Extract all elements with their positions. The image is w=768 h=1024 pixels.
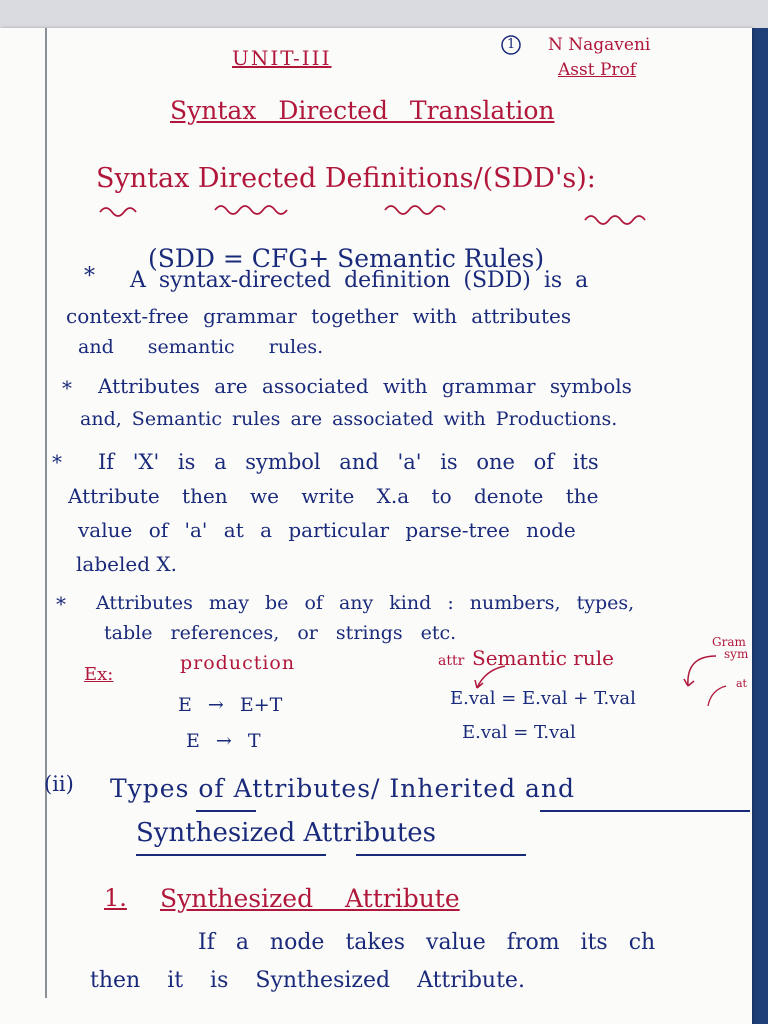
section-underline	[136, 854, 326, 856]
section-underline	[196, 810, 256, 812]
bullet-4-line-1: Attributes may be of any kind : numbers, types,	[96, 592, 635, 614]
wavy-underline-decoration	[95, 200, 695, 230]
page-number: 1	[507, 37, 516, 52]
side-note-gram: Gram	[712, 635, 746, 649]
subsection-text-line-2: then it is Synthesized Attribute.	[90, 968, 525, 993]
production-row-1: E → E+T	[178, 694, 283, 716]
section-underline	[540, 810, 750, 812]
unit-heading: UNIT-III	[232, 46, 332, 70]
production-header: production	[180, 652, 296, 674]
example-label: Ex:	[84, 664, 114, 685]
bullet-1-line-3: and semantic rules.	[78, 336, 324, 358]
rule-row-2: E.val = T.val	[462, 722, 576, 743]
bullet-4-line-2: table references, or strings etc.	[104, 622, 457, 644]
notebook-page	[0, 28, 752, 1024]
bullet-1-line-2: context-free grammar together with attributes	[66, 304, 572, 328]
bullet-star: *	[62, 376, 72, 400]
author-role: Asst Prof	[558, 60, 637, 80]
section-underline	[356, 854, 526, 856]
production-row-2: E → T	[186, 730, 261, 752]
subsection-number: 1.	[104, 884, 127, 912]
bullet-3-line-3: value of 'a' at a particular parse-tree node	[78, 518, 576, 542]
bullet-3-line-4: labeled X.	[76, 552, 177, 576]
side-note-at: at	[736, 677, 747, 690]
author-name: N Nagaveni	[548, 35, 651, 55]
section-heading-line-2: Synthesized Attributes	[136, 818, 437, 848]
section-marker: (ii)	[44, 772, 74, 796]
sdd-heading: Syntax Directed Definitions/(SDD's):	[96, 163, 596, 194]
bullet-star: *	[52, 450, 62, 474]
bullet-3-line-2: Attribute then we write X.a to denote the	[68, 484, 599, 508]
section-heading-line-1: Types of Attributes/ Inherited and	[110, 774, 576, 803]
subsection-text-line-1: If a node takes value from its ch	[198, 930, 656, 955]
bullet-star: *	[56, 592, 66, 616]
bullet-star: *	[84, 264, 95, 289]
bullet-2-line-1: Attributes are associated with grammar symbols	[98, 374, 632, 398]
subsection-title: Synthesized Attribute	[160, 884, 460, 913]
page-title: Syntax Directed Translation	[170, 96, 555, 125]
bullet-3-line-1: If 'X' is a symbol and 'a' is one of its	[98, 450, 599, 474]
rule-row-1: E.val = E.val + T.val	[450, 688, 636, 709]
semantic-rule-header: Semantic rule	[472, 646, 614, 670]
attr-prefix: attr	[438, 653, 465, 669]
sdd-formula: (SDD = CFG+ Semantic Rules)	[148, 244, 545, 273]
margin-line	[45, 28, 47, 998]
side-note-sym: sym	[724, 647, 749, 661]
bullet-2-line-2: and, Semantic rules are associated with Productions.	[80, 408, 618, 430]
bullet-1-line-1: A syntax-directed definition (SDD) is a	[130, 268, 589, 293]
